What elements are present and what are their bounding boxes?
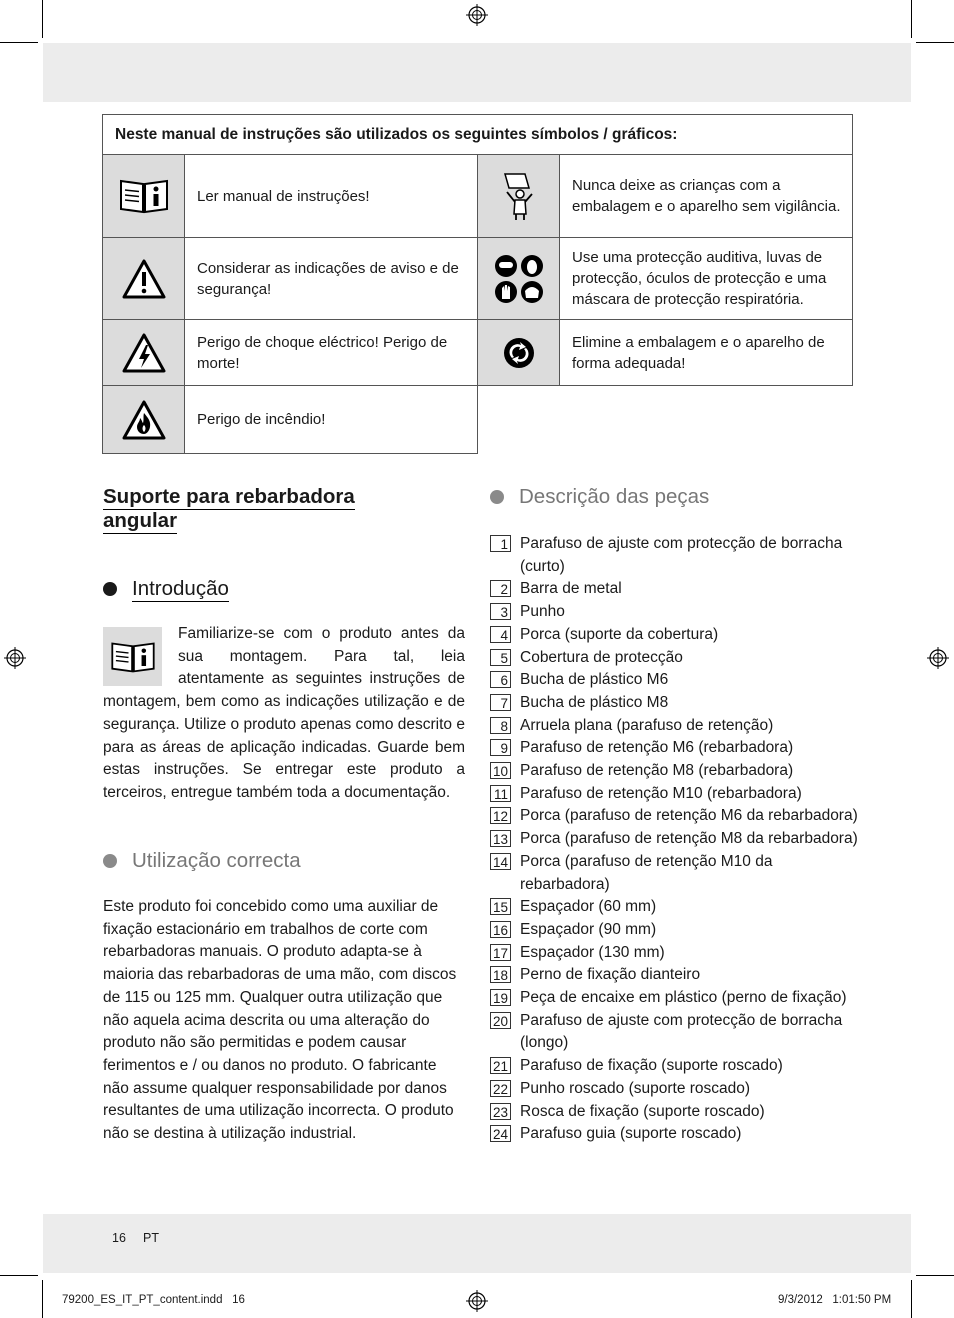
symbols-table — [102, 114, 853, 454]
part-description: Parafuso de retenção M6 (rebarbadora) — [520, 739, 794, 757]
crop-mark — [916, 42, 954, 43]
parts-heading-text: Descrição das peças — [519, 485, 710, 508]
symbol-text-cell: Perigo de choque eléctrico! Perigo de morte! — [184, 319, 478, 386]
intro-section — [103, 623, 465, 805]
part-number: 23 — [490, 1103, 511, 1120]
list-item — [490, 783, 860, 806]
bullet-icon — [490, 490, 504, 504]
list-item — [490, 647, 860, 670]
crop-mark — [42, 1280, 43, 1318]
usage-text: Este produto foi concebido como uma auxiliar de fixação estacionário em trabalhos de corte com rebarbadoras manuais. O produto adapta-se à maioria das rebarbadoras de uma mão, com discos de 115 ou 125 mm. Qualquer outra utilização que não aquela acima descrita ou uma alteração do produto não são permitidas e podem causar ferimentos e / ou danos no produto. O fabricante não assume qualquer responsabilidade por danos resultantes de uma utilização incorrecta. O produto não se destina à utilização industrial. — [103, 898, 457, 1143]
parts-heading — [490, 484, 850, 510]
part-description: Parafuso de ajuste com protecção de borracha (longo) — [520, 1011, 843, 1052]
symbol-text-cell: Perigo de incêndio! — [184, 385, 478, 454]
part-number: 6 — [490, 671, 511, 688]
list-item — [490, 1101, 860, 1124]
protective-gear-icon — [493, 253, 545, 305]
timestamp: 9/3/2012 1:01:50 PM — [778, 1294, 892, 1306]
child-warning-icon — [499, 170, 539, 222]
part-number: 5 — [490, 649, 511, 666]
crop-mark — [0, 42, 38, 43]
part-description: Parafuso de fixação (suporte roscado) — [520, 1057, 783, 1075]
part-number: 20 — [490, 1012, 511, 1029]
part-number: 10 — [490, 762, 511, 779]
list-item — [490, 828, 860, 851]
file-name: 79200_ES_IT_PT_content.indd 16 — [62, 1294, 245, 1306]
registration-mark-icon — [927, 647, 949, 669]
part-number: 22 — [490, 1080, 511, 1097]
part-number: 24 — [490, 1125, 511, 1142]
part-description: Arruela plana (parafuso de retenção) — [520, 716, 774, 734]
symbol-icon-cell — [102, 385, 185, 454]
part-description: Porca (parafuso de retenção M8 da rebarbadora) — [520, 830, 858, 848]
symbol-text-cell: Elimine a embalagem e o aparelho de forma adequada! — [559, 319, 853, 386]
part-description: Punho roscado (suporte roscado) — [520, 1079, 751, 1097]
symbol-icon-cell — [477, 237, 560, 320]
intro-heading-text: Introdução — [132, 576, 229, 600]
part-description: Porca (parafuso de retenção M10 da rebarbadora) — [520, 852, 773, 893]
usage-heading-text: Utilização correcta — [132, 849, 301, 872]
part-description: Parafuso guia (suporte roscado) — [520, 1125, 742, 1143]
part-number: 12 — [490, 807, 511, 824]
list-item — [490, 964, 860, 987]
registration-mark-icon — [466, 4, 488, 26]
part-description: Bucha de plástico M6 — [520, 671, 669, 689]
list-item — [490, 624, 860, 647]
list-item — [490, 1123, 860, 1146]
part-number: 1 — [490, 535, 511, 552]
product-title — [103, 485, 423, 533]
intro-heading — [103, 576, 443, 602]
part-description: Parafuso de retenção M8 (rebarbadora) — [520, 762, 794, 780]
list-item — [490, 896, 860, 919]
part-number: 9 — [490, 739, 511, 756]
part-number: 8 — [490, 717, 511, 734]
part-description: Rosca de fixação (suporte roscado) — [520, 1102, 765, 1120]
registration-mark-icon — [466, 1290, 488, 1312]
recycling-icon — [502, 336, 536, 370]
part-number: 17 — [490, 944, 511, 961]
intro-text: Familiarize-se com o produto antes da sua montagem. Para tal, leia atentamente as seguintes instruções de montagem, bem como as indicações utilização e de segurança. Utilize o produto apenas como descrito e para as áreas de aplicação indicadas. Guarde bem estas instruções. Se entregar este produto a terceiros, entregue também toda a documentação. — [103, 625, 465, 801]
part-description: Porca (suporte da cobertura) — [520, 625, 719, 643]
crop-mark — [911, 0, 912, 38]
footer-band — [43, 1214, 911, 1273]
part-description: Espaçador (60 mm) — [520, 898, 657, 916]
part-number: 4 — [490, 626, 511, 643]
list-item — [490, 919, 860, 942]
part-number: 7 — [490, 694, 511, 711]
symbol-icon-cell — [477, 319, 560, 386]
list-item — [490, 1055, 860, 1078]
part-number: 16 — [490, 921, 511, 938]
list-item — [490, 1078, 860, 1101]
part-description: Parafuso de retenção M10 (rebarbadora) — [520, 784, 802, 802]
part-number: 19 — [490, 989, 511, 1006]
parts-list — [490, 533, 860, 1146]
page-number: 16 — [112, 1231, 126, 1245]
crop-mark — [0, 1275, 38, 1276]
crop-mark — [916, 1275, 954, 1276]
part-number: 11 — [490, 785, 511, 802]
list-item — [490, 942, 860, 965]
warning-triangle-icon — [121, 258, 167, 300]
symbol-icon-cell — [102, 237, 185, 320]
symbol-text-cell: Nunca deixe as crianças com a embalagem e o aparelho sem vigilância. — [559, 154, 853, 238]
part-description: Porca (parafuso de retenção M6 da rebarbadora) — [520, 807, 858, 825]
symbol-text-cell: Considerar as indicações de aviso e de segurança! — [184, 237, 478, 320]
header-band — [43, 43, 911, 102]
list-item — [490, 987, 860, 1010]
part-description: Parafuso de ajuste com protecção de borracha (curto) — [520, 535, 843, 575]
symbols-table-header: Neste manual de instruções são utilizados os seguintes símbolos / gráficos: — [102, 114, 853, 155]
part-description: Cobertura de protecção — [520, 648, 683, 666]
symbol-text-cell: Ler manual de instruções! — [184, 154, 478, 238]
crop-mark — [911, 1280, 912, 1318]
list-item — [490, 601, 860, 624]
part-description: Perno de fixação dianteiro — [520, 966, 701, 984]
part-number: 13 — [490, 830, 511, 847]
bullet-icon — [103, 582, 117, 596]
list-item — [490, 851, 860, 896]
list-item — [490, 737, 860, 760]
manual-info-icon — [103, 627, 162, 686]
electric-shock-icon — [121, 332, 167, 374]
usage-heading — [103, 848, 443, 874]
part-number: 14 — [490, 853, 511, 870]
list-item — [490, 533, 860, 578]
crop-mark — [42, 0, 43, 38]
list-item — [490, 692, 860, 715]
list-item — [490, 669, 860, 692]
symbol-icon-cell — [477, 154, 560, 238]
part-description: Espaçador (90 mm) — [520, 920, 657, 938]
part-description: Barra de metal — [520, 580, 622, 598]
symbol-icon-cell — [102, 319, 185, 386]
part-number: 15 — [490, 898, 511, 915]
fire-hazard-icon — [121, 399, 167, 441]
list-item — [490, 760, 860, 783]
part-description: Punho — [520, 603, 565, 621]
symbol-icon-cell — [102, 154, 185, 238]
part-description: Espaçador (130 mm) — [520, 943, 665, 961]
list-item — [490, 1010, 860, 1055]
part-number: 21 — [490, 1057, 511, 1074]
registration-mark-icon — [4, 647, 26, 669]
list-item — [490, 578, 860, 601]
part-number: 3 — [490, 603, 511, 620]
bullet-icon — [103, 854, 117, 868]
symbol-text-cell: Use uma protecção auditiva, luvas de protecção, óculos de protecção e uma máscara de protecção respiratória. — [559, 237, 853, 320]
manual-info-icon — [118, 176, 170, 216]
language-code: PT — [143, 1231, 159, 1245]
part-description: Peça de encaixe em plástico (perno de fixação) — [520, 989, 847, 1007]
list-item — [490, 715, 860, 738]
list-item — [490, 805, 860, 828]
part-number: 2 — [490, 580, 511, 597]
part-number: 18 — [490, 966, 511, 983]
part-description: Bucha de plástico M8 — [520, 693, 669, 711]
product-title-text: Suporte para rebarbadora angular — [103, 485, 355, 532]
